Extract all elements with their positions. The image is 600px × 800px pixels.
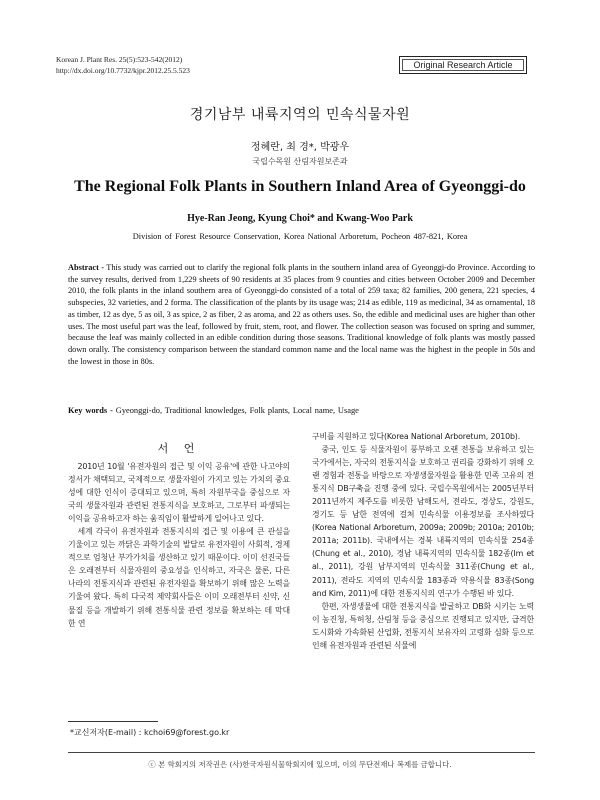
- body-paragraph: 중국, 인도 등 식물자원이 풍부하고 오랜 전통을 보유하고 있는 국가에서는, 자국의 전통지식을 보호하고 권리를 강화하기 위해 오랜 경험과 전통을 바탕으로 자생생물자원을 활용한 민족 고유의 전통지식 DB구축을 진행 중에 있다. 국립수목원에서는 2005년부터 2011년까지 제주도를 비롯한 남해도서, 전라도, 경상도, 강원도, 경기도 등 남한 전역에 걸쳐 민속식물 이용정보를 조사하였다(Korea National Arboretum, 2009a; 2009b; 2010a; 2010b; 2011a; 2011b). 국내에서는 경북 내륙지역의 민속식물 254종(Chung et al., 2010), 경남 내륙지역의 민속식물 182종(Im et al., 2011), 강원 남부지역의 민속식물 311종(Chung et al., 2011), 전라도 지역의 민속식물 183종과 약용식물 83종(Song and Kim, 2011)에 대한 전통지식의 연구가 수행된 바 있다.: [312, 445, 534, 598]
- keywords: [68, 406, 359, 415]
- doi-link[interactable]: http://dx.doi.org/10.7732/kjpr.2012.25.5.523: [56, 66, 190, 75]
- abstract: [68, 262, 535, 367]
- body-column-right: [312, 430, 534, 652]
- footnote-divider: [68, 721, 158, 722]
- korean-authors: 정혜란, 최 경*, 박광우: [250, 142, 350, 153]
- abstract-label: Abstract -: [68, 263, 105, 272]
- abstract-text: This study was carried out to clarify the regional folk plants in the southern inland area of Gyeonggi-do Province. According to the survey results, derived from 1,229 sheets of 90 residents at 35 places from 9 counties and cities between October 2009 and December 2010, the folk plants in the inland southern area of Gyeonggi-do consisted of a total of 259 taxa; 82 families, 200 genera, 221 species, 4 subspecies, 32 varieties, and 2 forma. The classification of the plants by its usage was; 214 as edible, 119 as medicinal, 34 as ornamental, 18 as timber, 12 as dye, 5 as oil, 3 as spice, 2 as fiber, 2 as aroma, and 22 as others uses. So, the edible and medicinal uses are higher than other uses. The most useful part was the leaf, followed by fruit, stem, root, and flower. The collection season was focused on spring and summer, because the leaf was mainly collected in an edible condition during those seasons. Traditional knowledge of folk plants was mostly passed down orally. The consistency comparison between the standard common name and the local name was the highest in the people in 50s and the lowest in those in 80s.: [68, 263, 535, 366]
- body-column-left: [68, 460, 290, 630]
- copyright-notice: ⓒ 본 학회지의 저작권은 (사)한국자원식물학회지에 있으며, 이의 무단전재나 복제를 금합니다.: [148, 760, 452, 769]
- body-paragraph: 세계 각국이 유전자원과 전통지식의 접근 및 이용에 큰 관심을 기울이고 있는 까닭은 과학기술의 발달로 유전자원이 사회적, 경제적으로 엄청난 부가가치를 생산하고 있기 때문이다. 이미 선진국들은 오래전부터 식물자원의 중요성을 인식하고, 자국은 물론, 다른 나라의 전통지식과 관련된 유전자원을 확보하기 위해 많은 노력을 기울여 왔다. 특히 다국적 제약회사들은 이미 오래전부터 신약, 신물질 등을 개발하기 위해 전통식물 관련 정보를 확보하는 데 막대한 연: [68, 527, 290, 628]
- english-authors: Hye-Ran Jeong, Kyung Choi* and Kwang-Woo Park: [187, 213, 413, 224]
- article-type-label: Original Research Article: [413, 60, 513, 70]
- journal-reference: Korean J. Plant Res. 25(5):523-542(2012): [56, 55, 183, 64]
- footer-divider: [68, 752, 535, 753]
- keywords-label: Key words -: [68, 406, 113, 415]
- keywords-text: Gyeonggi-do, Traditional knowledges, Folk plants, Local name, Usage: [112, 406, 359, 415]
- english-affiliation: Division of Forest Resource Conservation, Korea National Arboretum, Pocheon 487-821, Korea: [132, 232, 468, 241]
- section-heading-introduction: 서 언: [157, 442, 201, 455]
- body-paragraph: 한편, 자생생물에 대한 전통지식을 발굴하고 DB화 시키는 노력이 농진청, 특허청, 산림청 등을 중심으로 진행되고 있지만, 급격한 도시화와 가속화된 산업화, 전통지식 보유자의 고령화 심화 등으로 인해 유전자원과 관련된 식물에: [312, 601, 534, 650]
- body-paragraph: 2010년 10월 '유전자원의 접근 및 이익 공유'에 관한 나고야의정서가 채택되고, 국제적으로 생물자원이 가지고 있는 가치의 중요성에 대한 인식이 증대되고 있으며, 특히 자원부국을 중심으로 자국의 생물자원과 관련된 전통지식을 보호하고, 그로부터 파생되는 이익을 공유하고자 하는 움직임이 활발하게 일어나고 있다.: [68, 462, 290, 524]
- article-type-inner-border: [402, 59, 524, 71]
- korean-affiliation: 국립수목원 산림자원보존과: [252, 157, 348, 166]
- journal-citation: [56, 54, 190, 76]
- body-paragraph: 구비를 지원하고 있다(Korea National Arboretum, 2010b).: [312, 432, 521, 441]
- article-type-badge: [399, 56, 527, 74]
- english-title: The Regional Folk Plants in Southern Inland Area of Gyeonggi-do: [74, 178, 526, 195]
- corresponding-author-footnote: *교신저자(E-mail) : kchoi69@forest.go.kr: [70, 728, 230, 737]
- korean-title: 경기남부 내륙지역의 민속식물자원: [189, 107, 411, 123]
